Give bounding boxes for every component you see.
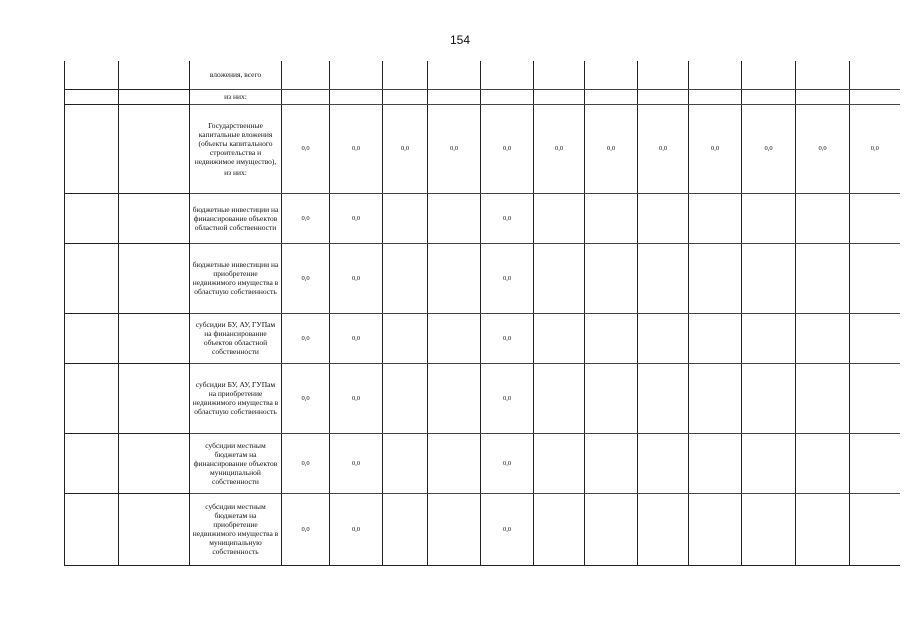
empty-cell — [65, 193, 119, 243]
value-cell — [428, 243, 481, 313]
value-cell: 0,0 — [282, 243, 330, 313]
value-cell — [742, 313, 796, 363]
row-label-text: субсидии местным бюджетам на финансирование объектов муниципальной собственности — [193, 440, 278, 486]
value-cell — [534, 193, 585, 243]
value-cell — [742, 61, 796, 89]
budget-table — [64, 61, 900, 566]
value-cell — [850, 493, 900, 565]
value-cell — [796, 193, 850, 243]
value-cell: 0,0 — [850, 104, 900, 193]
empty-cell — [119, 61, 190, 89]
table-row — [65, 243, 900, 313]
empty-cell — [65, 433, 119, 493]
row-label — [190, 104, 282, 193]
value-cell: 0,0 — [330, 493, 383, 565]
value-cell: 0,0 — [282, 363, 330, 433]
value-cell — [428, 193, 481, 243]
value-cell: 0,0 — [282, 493, 330, 565]
value-cell — [689, 313, 742, 363]
row-label — [190, 89, 282, 104]
page-number: 154 — [449, 33, 471, 47]
value-cell — [796, 363, 850, 433]
table-row — [65, 104, 900, 193]
value-cell: 0,0 — [534, 104, 585, 193]
value-cell — [638, 61, 689, 89]
value-cell — [850, 193, 900, 243]
value-cell: 0,0 — [689, 104, 742, 193]
value-cell — [428, 493, 481, 565]
value-cell: 0,0 — [383, 104, 428, 193]
value-cell — [534, 243, 585, 313]
value-cell — [534, 313, 585, 363]
value-cell — [638, 313, 689, 363]
value-cell — [796, 89, 850, 104]
value-cell — [850, 61, 900, 89]
value-cell — [282, 89, 330, 104]
row-label — [190, 313, 282, 363]
value-cell — [428, 313, 481, 363]
value-cell — [796, 61, 850, 89]
value-cell: 0,0 — [282, 193, 330, 243]
value-cell — [585, 193, 638, 243]
value-cell — [585, 61, 638, 89]
value-cell — [428, 89, 481, 104]
value-cell — [585, 243, 638, 313]
table-row — [65, 313, 900, 363]
value-cell — [638, 363, 689, 433]
row-label — [190, 363, 282, 433]
empty-cell — [65, 104, 119, 193]
value-cell — [796, 313, 850, 363]
value-cell: 0,0 — [481, 243, 534, 313]
value-cell — [850, 363, 900, 433]
row-label-text: вложения, всего — [209, 70, 262, 80]
value-cell — [383, 89, 428, 104]
empty-cell — [65, 313, 119, 363]
value-cell: 0,0 — [481, 313, 534, 363]
value-cell: 0,0 — [282, 433, 330, 493]
value-cell — [796, 433, 850, 493]
row-label — [190, 61, 282, 89]
value-cell — [742, 243, 796, 313]
empty-cell — [65, 363, 119, 433]
row-label-text: бюджетные инвестиции на финансирование объектов областной собственности — [192, 204, 279, 232]
value-cell — [689, 493, 742, 565]
value-cell: 0,0 — [282, 104, 330, 193]
value-cell — [481, 89, 534, 104]
empty-cell — [119, 193, 190, 243]
value-cell — [850, 313, 900, 363]
row-label-text: субсидии БУ, АУ, ГУПам на приобретение недвижимого имущества в областную собственность — [192, 380, 279, 416]
row-label-text: Государственные капитальные вложения (объекты капитального строительства и недвижимое имущество), — [194, 120, 277, 166]
empty-cell — [119, 313, 190, 363]
value-cell — [585, 363, 638, 433]
value-cell — [428, 61, 481, 89]
value-cell: 0,0 — [330, 313, 383, 363]
value-cell — [742, 89, 796, 104]
table-row — [65, 433, 900, 493]
value-cell — [689, 433, 742, 493]
row-sublabel-text: из них: — [224, 167, 247, 177]
value-cell — [330, 89, 383, 104]
value-cell — [850, 243, 900, 313]
value-cell: 0,0 — [330, 433, 383, 493]
value-cell — [585, 313, 638, 363]
value-cell — [585, 493, 638, 565]
row-label-text: субсидии местным бюджетам на приобретение недвижимого имущества в муниципальную собственность — [192, 502, 279, 556]
empty-cell — [119, 363, 190, 433]
value-cell — [638, 493, 689, 565]
value-cell — [534, 493, 585, 565]
value-cell: 0,0 — [638, 104, 689, 193]
row-label — [190, 243, 282, 313]
value-cell: 0,0 — [282, 313, 330, 363]
value-cell — [383, 313, 428, 363]
value-cell: 0,0 — [481, 363, 534, 433]
value-cell: 0,0 — [796, 104, 850, 193]
value-cell — [796, 493, 850, 565]
row-label-text: из них: — [224, 92, 247, 101]
row-label — [190, 493, 282, 565]
empty-cell — [119, 243, 190, 313]
row-label — [190, 433, 282, 493]
value-cell — [428, 363, 481, 433]
value-cell — [585, 89, 638, 104]
empty-cell — [65, 493, 119, 565]
value-cell: 0,0 — [330, 363, 383, 433]
value-cell — [796, 243, 850, 313]
value-cell — [638, 433, 689, 493]
value-cell — [742, 363, 796, 433]
table-row — [65, 89, 900, 104]
value-cell: 0,0 — [330, 193, 383, 243]
value-cell — [534, 433, 585, 493]
table-row — [65, 363, 900, 433]
table-body — [65, 61, 900, 565]
value-cell: 0,0 — [585, 104, 638, 193]
row-label-text: бюджетные инвестиции на приобретение недвижимого имущества в областную собственность — [192, 260, 279, 296]
value-cell — [638, 89, 689, 104]
value-cell — [742, 193, 796, 243]
value-cell — [742, 433, 796, 493]
empty-cell — [119, 104, 190, 193]
value-cell — [383, 61, 428, 89]
value-cell — [428, 433, 481, 493]
value-cell: 0,0 — [330, 104, 383, 193]
value-cell: 0,0 — [481, 193, 534, 243]
value-cell — [585, 433, 638, 493]
value-cell — [689, 243, 742, 313]
value-cell — [383, 193, 428, 243]
value-cell — [638, 193, 689, 243]
value-cell — [689, 89, 742, 104]
value-cell — [850, 433, 900, 493]
row-label-text: субсидии БУ, АУ, ГУПам на финансирование объектов областной собственности — [195, 320, 276, 356]
empty-cell — [65, 89, 119, 104]
value-cell — [282, 61, 330, 89]
value-cell — [481, 61, 534, 89]
empty-cell — [119, 433, 190, 493]
value-cell — [638, 243, 689, 313]
value-cell — [383, 433, 428, 493]
value-cell — [689, 61, 742, 89]
value-cell: 0,0 — [330, 243, 383, 313]
value-cell — [689, 193, 742, 243]
value-cell — [534, 363, 585, 433]
value-cell — [850, 89, 900, 104]
value-cell — [383, 363, 428, 433]
table-row — [65, 61, 900, 89]
value-cell — [689, 363, 742, 433]
empty-cell — [119, 89, 190, 104]
value-cell: 0,0 — [742, 104, 796, 193]
value-cell — [534, 89, 585, 104]
value-cell: 0,0 — [428, 104, 481, 193]
value-cell: 0,0 — [481, 433, 534, 493]
empty-cell — [65, 61, 119, 89]
value-cell — [383, 243, 428, 313]
table-row — [65, 493, 900, 565]
table-row — [65, 193, 900, 243]
value-cell: 0,0 — [481, 104, 534, 193]
empty-cell — [119, 493, 190, 565]
value-cell — [742, 493, 796, 565]
value-cell — [330, 61, 383, 89]
row-label — [190, 193, 282, 243]
value-cell — [383, 493, 428, 565]
value-cell — [534, 61, 585, 89]
empty-cell — [65, 243, 119, 313]
value-cell: 0,0 — [481, 493, 534, 565]
